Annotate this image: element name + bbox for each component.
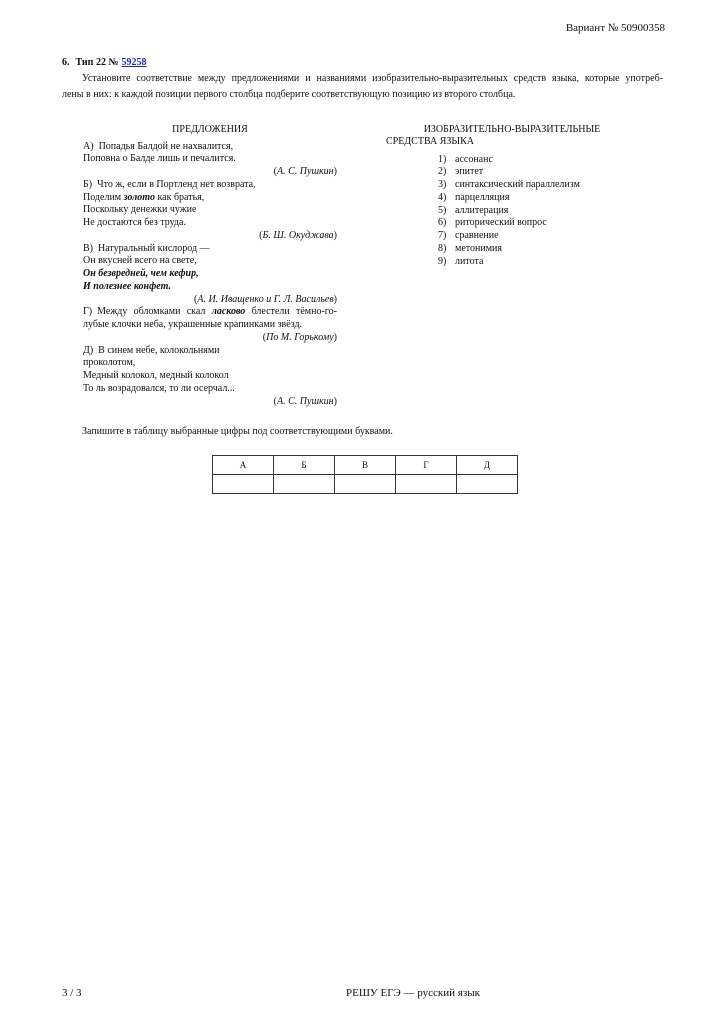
answer-column-header: Д: [457, 456, 518, 475]
sentence-text: как братья,: [154, 191, 205, 203]
means-heading-line-2: СРЕДСТВА ЯЗЫКА: [386, 136, 474, 148]
answer-prompt: Запишите в таблицу выбранные цифры под соответствующими буквами.: [82, 425, 393, 437]
sentence-line: То ль возрадовался, то ли осерчал...: [83, 382, 235, 394]
sentences-heading: ПРЕДЛОЖЕНИЯ: [172, 123, 248, 135]
means-item: [438, 256, 580, 269]
sentence-item-d: [83, 345, 337, 409]
source-attribution: [83, 166, 337, 179]
answer-column-header: В: [335, 456, 396, 475]
means-item: [438, 154, 580, 167]
sentence-text: Между обломками скал: [97, 306, 212, 318]
paren-close: ): [333, 395, 337, 407]
means-label: литота: [455, 255, 484, 267]
means-item: [438, 166, 580, 179]
means-item: [438, 179, 580, 192]
paren-open: (: [273, 395, 278, 407]
paren-open: (: [262, 331, 267, 343]
answer-table-header-row: [213, 456, 518, 475]
item-letter: В): [83, 242, 93, 254]
sentence-text: Поделим: [83, 191, 124, 203]
paren-open: (: [273, 166, 278, 178]
means-number: 3): [438, 179, 447, 191]
item-letter: Б): [83, 178, 93, 190]
source-author: А. И. Иващенко и Г. Л. Васильев: [197, 293, 334, 305]
answer-table: [212, 455, 518, 494]
sentence-line: Поповна о Балде лишь и печалится.: [83, 153, 236, 165]
sentence-line: Он вкусней всего на свете,: [83, 255, 197, 267]
means-item: [438, 192, 580, 205]
sentence-line: [83, 192, 337, 205]
source-author: А. С. Пушкин: [277, 166, 334, 178]
page-number: 3 / 3: [62, 987, 82, 999]
source-attribution: [83, 294, 337, 307]
answer-column-header: Г: [396, 456, 457, 475]
item-letter: А): [83, 140, 94, 152]
task-number: 6.: [62, 57, 70, 68]
sentence-item-a: [83, 141, 337, 179]
sentence-item-v: [83, 243, 337, 307]
task-title: [62, 56, 147, 69]
means-label: эпитет: [455, 166, 484, 178]
means-number: 8): [438, 242, 447, 254]
item-letter: Д): [83, 344, 94, 356]
sentence-line: [83, 345, 337, 358]
sentence-text: Натуральный кислород —: [98, 242, 210, 254]
highlighted-word: ласково: [211, 306, 246, 318]
sentence-line: Поскольку денежки чужие: [83, 204, 197, 216]
means-number: 5): [438, 204, 447, 216]
means-heading-line-1: ИЗОБРАЗИТЕЛЬНО-ВЫРАЗИТЕЛЬНЫЕ: [423, 123, 601, 135]
highlighted-word: золото: [123, 191, 155, 203]
paren-close: ): [333, 166, 337, 178]
source-author: Б. Ш. Окуджава: [262, 229, 334, 241]
means-label: риторический вопрос: [455, 217, 547, 229]
instruction-line-2: лены в них: к каждой позиции первого столбца подберите соответствующую позицию из второго столбца.: [62, 89, 516, 100]
answer-cell: [457, 475, 518, 494]
paren-open: (: [194, 293, 198, 305]
task-type: Тип 22 №: [75, 57, 119, 68]
sentence-line: [83, 179, 337, 192]
means-number: 2): [438, 166, 447, 178]
means-number: 4): [438, 191, 447, 203]
paren-close: ): [333, 331, 337, 343]
answer-table-row: [213, 475, 518, 494]
sentence-line: Не достаются без труда.: [83, 217, 186, 229]
sentence-text: блестели тёмно-го-: [245, 306, 337, 318]
sentence-line: лубые клочки неба, украшенные крапинками звёзд.: [83, 319, 303, 331]
paren-close: ): [333, 293, 337, 305]
answer-column-header: Б: [274, 456, 335, 475]
means-number: 7): [438, 230, 447, 242]
sentence-line: [83, 141, 337, 154]
means-list: [438, 154, 580, 269]
sentence-text: Попадья Балдой не нахвалится,: [98, 140, 234, 152]
sentences-list: [83, 141, 337, 409]
means-item: [438, 230, 580, 243]
instruction-line-1: Установите соответствие между предложениями и названиями изобразительно-выразительных средств языка, которые употреб-: [82, 73, 663, 84]
answer-column-header: А: [213, 456, 274, 475]
sentence-item-b: [83, 179, 337, 243]
means-label: синтаксический параллелизм: [455, 179, 580, 191]
item-letter: Г): [83, 306, 93, 318]
highlighted-line: И полезнее конфет.: [83, 280, 171, 292]
source-author: А. С. Пушкин: [277, 395, 334, 407]
highlighted-line: Он безвредней, чем кефир,: [83, 268, 199, 280]
means-item: [438, 217, 580, 230]
answer-cell: [213, 475, 274, 494]
sentence-line: Медный колокол, медный колокол: [83, 370, 229, 382]
sentence-text: Что ж, если в Портленд нет возврата,: [97, 178, 256, 190]
paren-open: (: [259, 229, 263, 241]
sentence-line: проколотом,: [83, 357, 136, 369]
site-name: РЕШУ ЕГЭ — русский язык: [346, 987, 480, 999]
source-attribution: [83, 396, 337, 409]
means-label: парцелляция: [455, 191, 510, 203]
means-number: 1): [438, 153, 447, 165]
means-number: 6): [438, 217, 447, 229]
means-label: сравнение: [455, 230, 499, 242]
sentence-line: [83, 243, 337, 256]
variant-number: Вариант № 50900358: [565, 22, 665, 34]
sentence-item-g: [83, 306, 337, 344]
paren-close: ): [333, 229, 337, 241]
means-heading: [386, 124, 638, 150]
means-label: ассонанс: [455, 153, 493, 165]
means-item: [438, 205, 580, 218]
sentence-line: [83, 306, 337, 319]
answer-cell: [335, 475, 396, 494]
sentence-text: В синем небе, колокольнями: [98, 344, 220, 356]
source-author: По М. Горькому: [266, 331, 334, 343]
task-id-link[interactable]: 59258: [121, 57, 147, 68]
answer-cell: [396, 475, 457, 494]
means-number: 9): [438, 255, 447, 267]
means-label: аллитерация: [455, 204, 509, 216]
source-attribution: [83, 230, 337, 243]
source-attribution: [83, 332, 337, 345]
answer-cell: [274, 475, 335, 494]
means-label: метонимия: [455, 242, 502, 254]
means-item: [438, 243, 580, 256]
